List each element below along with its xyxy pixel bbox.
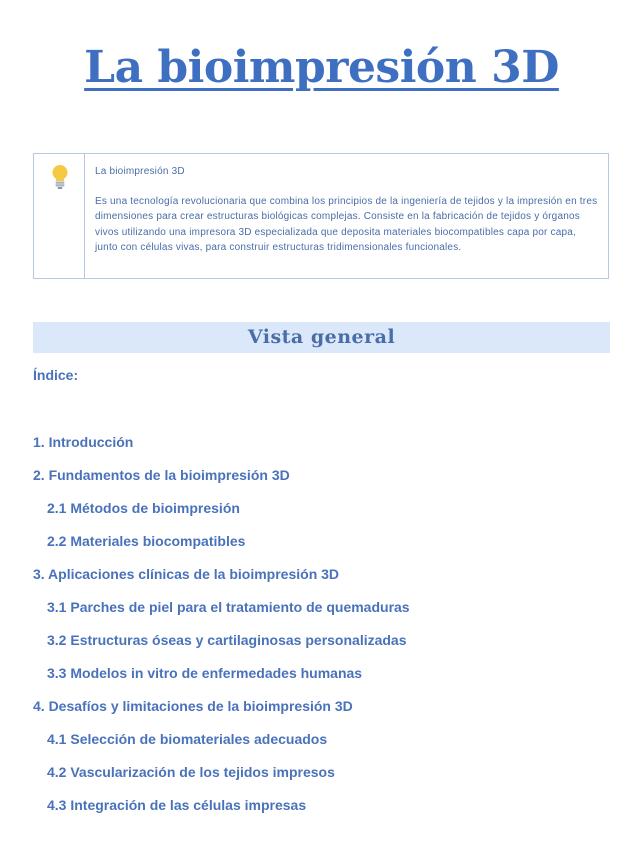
section-heading: Vista general bbox=[33, 322, 610, 353]
callout-icon-column bbox=[34, 154, 85, 278]
toc-item[interactable]: 3. Aplicaciones clínicas de la bioimpresión 3D bbox=[33, 566, 340, 582]
toc-subitem[interactable]: 3.2 Estructuras óseas y cartilaginosas personalizadas bbox=[47, 632, 407, 648]
callout-text: Es una tecnología revolucionaria que combina los principios de la ingeniería de tejidos y la impresión en tres dimensiones para crear estructuras biológicas complejas. Consiste en la fabricación de tejidos y órganos vivos utilizando una impresora 3D especializada que deposita materiales biocompatibles capa por capa, junto con células vivas, para construir estructuras tridimensionales funcionales. bbox=[95, 195, 598, 253]
toc-subitem[interactable]: 2.1 Métodos de bioimpresión bbox=[47, 500, 240, 516]
toc-subitem[interactable]: 4.2 Vascularización de los tejidos impresos bbox=[47, 764, 335, 780]
toc-item[interactable]: 4. Desafíos y limitaciones de la bioimpresión 3D bbox=[33, 698, 353, 714]
toc-subitem[interactable]: 3.3 Modelos in vitro de enfermedades humanas bbox=[47, 665, 363, 681]
callout-body bbox=[85, 154, 608, 278]
toc-item[interactable]: 2. Fundamentos de la bioimpresión 3D bbox=[33, 467, 290, 483]
toc-subitem[interactable]: 2.2 Materiales biocompatibles bbox=[47, 533, 246, 549]
page-title: La bioimpresión 3D bbox=[84, 42, 559, 93]
toc-item[interactable]: 1. Introducción bbox=[33, 434, 134, 450]
toc-subitem[interactable]: 4.1 Selección de biomateriales adecuados bbox=[47, 731, 328, 747]
toc-subitem[interactable]: 4.3 Integración de las células impresas bbox=[47, 797, 307, 813]
info-callout bbox=[33, 153, 609, 279]
toc-label: Índice: bbox=[33, 367, 79, 383]
callout-heading: La bioimpresión 3D bbox=[95, 166, 185, 177]
table-of-contents bbox=[33, 431, 410, 827]
toc-subitem[interactable]: 3.1 Parches de piel para el tratamiento de quemaduras bbox=[47, 599, 410, 615]
lightbulb-icon bbox=[51, 164, 69, 190]
